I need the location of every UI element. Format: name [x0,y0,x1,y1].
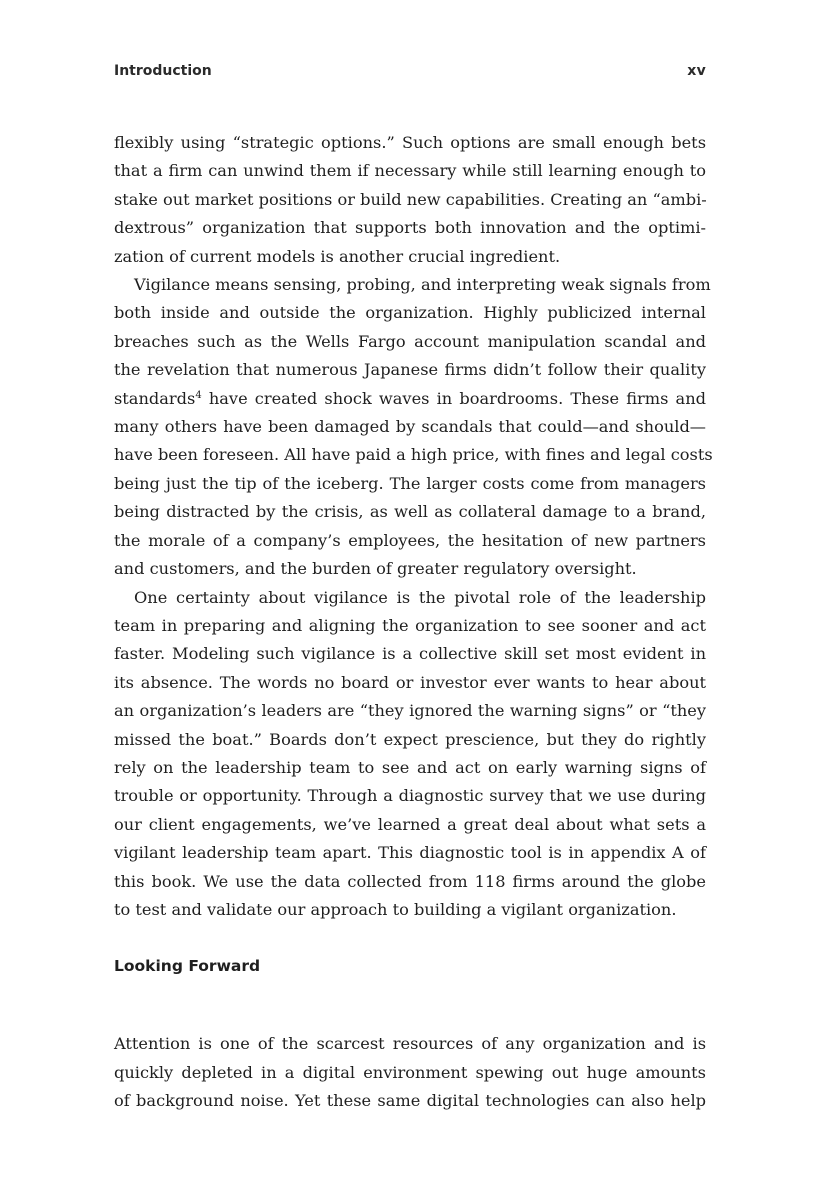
text-line: Attention is one of the scarcest resources of any organization and is [114,1034,706,1054]
text-line: that a firm can unwind them if necessary while still learning enough to [114,161,706,181]
text-line: missed the boat.” Boards don’t expect prescience, but they do rightly [114,729,706,749]
text-line: faster. Modeling such vigilance is a collective skill set most evident in [114,644,706,664]
text-line: being just the tip of the iceberg. The larger costs come from managers [114,473,706,493]
paragraph-4 [114,1030,706,1115]
text-line: rely on the leadership team to see and act on early warning signs of [114,757,706,777]
text-line: the morale of a company’s employees, the hesitation of new partners [114,530,706,550]
text-line: its absence. The words no board or investor ever wants to hear about [114,672,706,692]
text-line: One certainty about vigilance is the pivotal role of the leadership [134,587,706,607]
text-line: this book. We use the data collected from 118 firms around the globe [114,871,706,891]
paragraph-3 [114,584,706,925]
text-fragment: have created shock waves in boardrooms. These firms and [208,388,706,408]
text-line: many others have been damaged by scandals that could—and should— [114,417,706,437]
text-line: Vigilance means sensing, probing, and interpreting weak signals from [134,275,711,295]
paragraph-1 [114,129,706,271]
text-line: breaches such as the Wells Fargo account manipulation scandal and [114,331,706,351]
text-line: and customers, and the burden of greater regulatory oversight. [114,559,637,579]
text-line: being distracted by the crisis, as well as collateral damage to a brand, [114,502,706,522]
text-line: both inside and outside the organization. Highly publicized internal [114,303,706,323]
body-text-continued [114,1014,706,1132]
text-line: have been foreseen. All have paid a high price, with fines and legal costs [114,445,713,465]
text-line: our client engagements, we’ve learned a great deal about what sets a [114,814,706,834]
text-line: the revelation that numerous Japanese firms didn’t follow their quality [114,360,706,380]
text-line: flexibly using “strategic options.” Such options are small enough bets [114,133,706,152]
running-head-section: Introduction [114,63,212,79]
page-number: xv [687,63,706,79]
text-line: zation of current models is another crucial ingredient. [114,246,561,266]
text-line: an organization’s leaders are “they ignored the warning signs” or “they [114,701,706,721]
text-line: dextrous” organization that supports both innovation and the optimi- [114,218,706,238]
section-heading: Looking Forward [114,957,261,975]
text-line: team in preparing and aligning the organization to see sooner and act [114,615,706,635]
text-line-with-note [114,385,706,413]
text-line: stake out market positions or build new capabilities. Creating an “ambi- [114,189,707,209]
body-text [114,129,713,924]
footnote-reference[interactable]: 4 [195,389,202,401]
text-line: of background noise. Yet these same digital technologies can also help [114,1091,706,1110]
text-line: trouble or opportunity. Through a diagnostic survey that we use during [114,786,706,806]
text-line: to test and validate our approach to building a vigilant organization. [114,899,677,919]
text-fragment: standards [114,388,196,408]
running-head [114,63,706,83]
text-line: quickly depleted in a digital environment spewing out huge amounts [114,1062,706,1082]
text-line: vigilant leadership team apart. This diagnostic tool is in appendix A of [114,843,706,863]
paragraph-2 [114,271,713,583]
